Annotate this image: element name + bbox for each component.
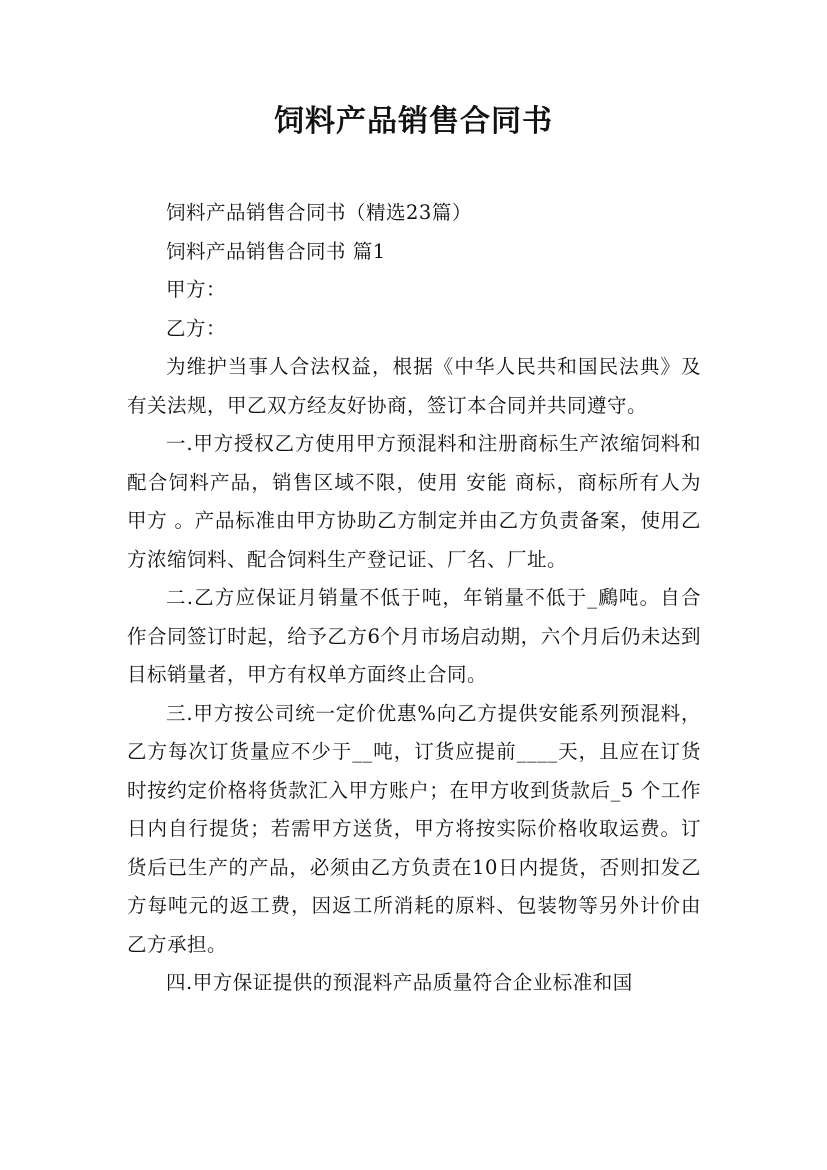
document-title: 饲料产品销售合同书	[274, 104, 553, 139]
chapter-heading: 饲料产品销售合同书 篇1	[166, 239, 386, 263]
clause-2-paragraph: 二.乙方应保证月销量不低于吨，年销量不低于_鷉吨。自合作合同签订时起，给予乙方6个月市场启动期，六个月后仍未达到目标销量者，甲方有权单方面终止合同。	[127, 586, 701, 686]
subtitle-line: 饲料产品销售合同书（精选23篇）	[166, 201, 472, 224]
party-b-line: 乙方：	[166, 316, 227, 340]
clause-3-paragraph: 三.甲方按公司统一定价优惠%向乙方提供安能系列预混料，乙方每次订货量应不少于__吨，订货应提前____天，且应在订货时按约定价格将货款汇入甲方账户；在甲方收到货款后_5 个工作日内自行提货；若需甲方送货，甲方将按实际价格收取运费。订货后已生产的产品，必须由乙方负责在10日内提货，否则扣发乙方每吨元的返工费，因返工所消耗的原料、包装物等另外计价由乙方承担。	[127, 701, 701, 956]
document-body	[127, 194, 701, 1003]
clause-4-paragraph: 四.甲方保证提供的预混料产品质量符合企业标准和国	[166, 971, 633, 994]
intro-paragraph: 为维护当事人合法权益，根据《中华人民共和国民法典》及有关法规，甲乙双方经友好协商，签订本合同并共同遵守。	[127, 355, 701, 417]
clause-1-paragraph: 一.甲方授权乙方使用甲方预混料和注册商标生产浓缩饲料和配合饲料产品，销售区域不限，使用 安能 商标，商标所有人为 甲方 。产品标准由甲方协助乙方制定并由乙方负责备案，使用乙方浓缩饲料、配合饲料生产登记证、厂名、厂址。	[127, 432, 701, 571]
party-a-line: 甲方：	[166, 278, 227, 301]
